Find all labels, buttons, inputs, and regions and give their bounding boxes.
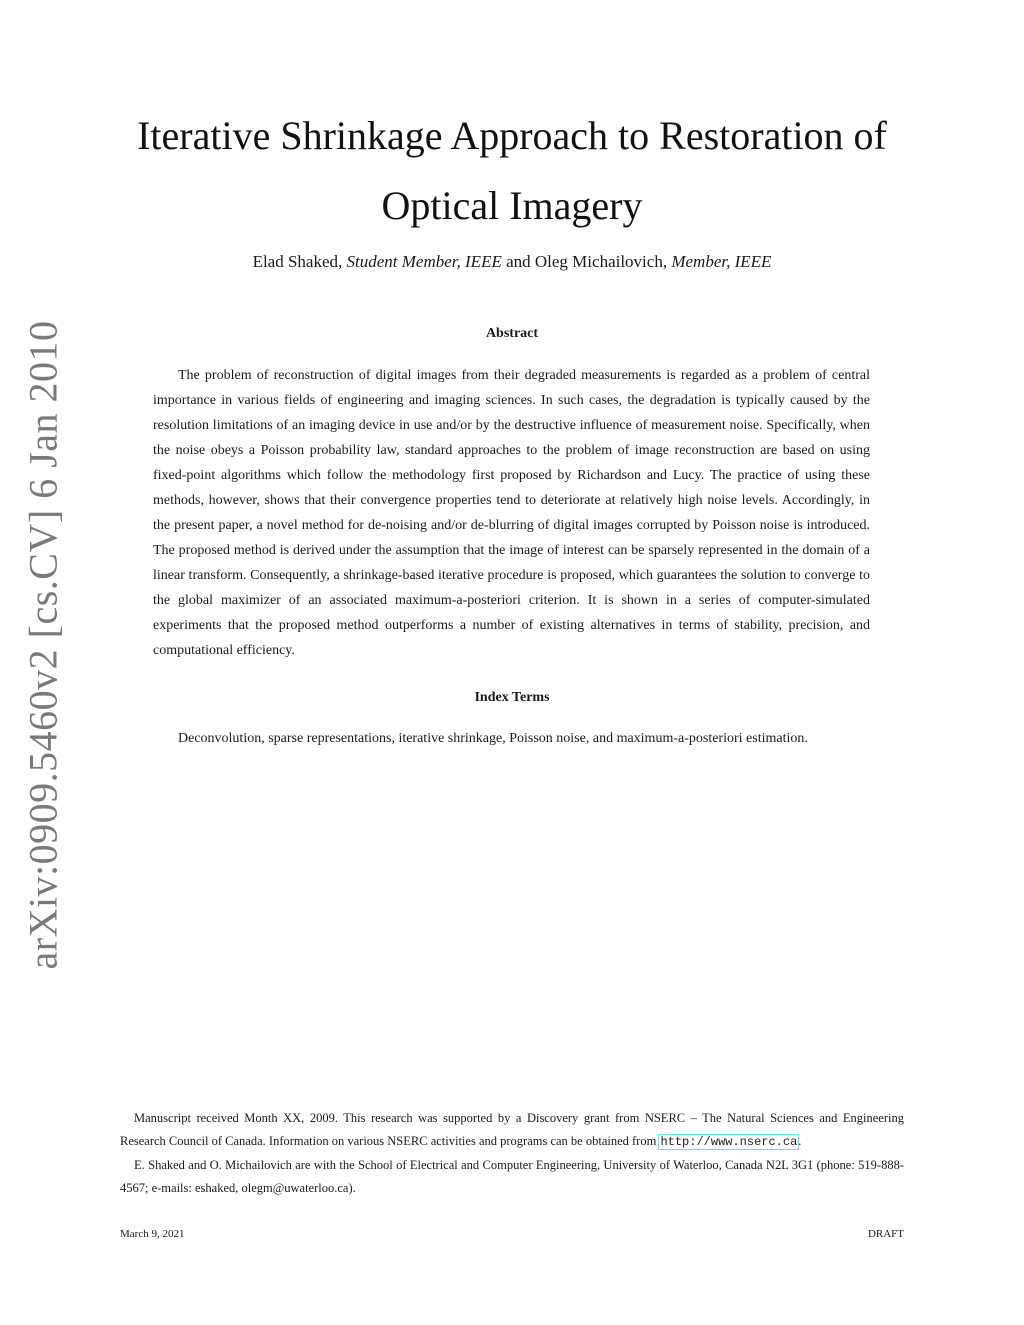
author-1-name: Elad Shaked,: [252, 252, 347, 271]
author-line: [110, 252, 914, 272]
paper-title-line-2: Optical Imagery: [381, 183, 643, 228]
footnote-manuscript-end: .: [798, 1134, 802, 1148]
author-2-role: Member, IEEE: [671, 252, 772, 271]
arxiv-identifier-stamp: arXiv:0909.5460v2 [cs.CV] 6 Jan 2010: [20, 320, 66, 970]
abstract-heading: Abstract: [485, 326, 539, 341]
footnotes: [120, 1107, 904, 1200]
footnote-manuscript: [120, 1107, 904, 1154]
footnote-affiliation: E. Shaked and O. Michailovich are with the School of Electrical and Computer Engineering, University of Waterloo, Canada N2L 3G1 (phone: 519-888-4567; e-mails: eshaked, olegm@uwaterloo.ca).: [120, 1158, 904, 1195]
author-2-name: and Oleg Michailovich,: [501, 252, 672, 271]
index-terms-heading: Index Terms: [474, 690, 550, 705]
footer-date: March 9, 2021: [120, 1228, 185, 1240]
paper-title-line-1: Iterative Shrinkage Approach to Restoration of: [137, 113, 887, 158]
footnote-manuscript-text: Manuscript received Month XX, 2009. This research was supported by a Discovery grant from NSERC – The Natural Sciences and Engineering Research Council of Canada. Information on various NSERC activities and programs can be obtained from: [120, 1111, 904, 1148]
author-1-role: Student Member, IEEE: [346, 252, 502, 271]
index-terms-body: Deconvolution, sparse representations, iterative shrinkage, Poisson noise, and maximum-a-posteriori estimation.: [178, 731, 808, 746]
footer-draft-label: DRAFT: [867, 1228, 904, 1240]
abstract-body: The problem of reconstruction of digital images from their degraded measurements is regarded as a problem of central importance in various fields of engineering and imaging sciences. In such cases, the degradation is typically caused by the resolution limitations of an imaging device in use and/or by the destructive influence of measurement noise. Specifically, when the noise obeys a Poisson probability law, standard approaches to the problem of image reconstruction are based on using fixed-point algorithms which follow the methodology first proposed by Richardson and Lucy. The practice of using these methods, however, shows that their convergence properties tend to deteriorate at relatively high noise levels. Accordingly, in the present paper, a novel method for de-noising and/or de-blurring of digital images corrupted by Poisson noise is introduced. The proposed method is derived under the assumption that the image of interest can be sparsely represented in the domain of a linear transform. Consequently, a shrinkage-based iterative procedure is proposed, which guarantees the solution to converge to the global maximizer of an associated maximum-a-posteriori criterion. It is shown in a series of computer-simulated experiments that the proposed method outperforms a number of existing alternatives in terms of stability, precision, and computational efficiency.: [153, 368, 870, 658]
nserc-link[interactable]: http://www.nserc.ca: [660, 1135, 798, 1149]
